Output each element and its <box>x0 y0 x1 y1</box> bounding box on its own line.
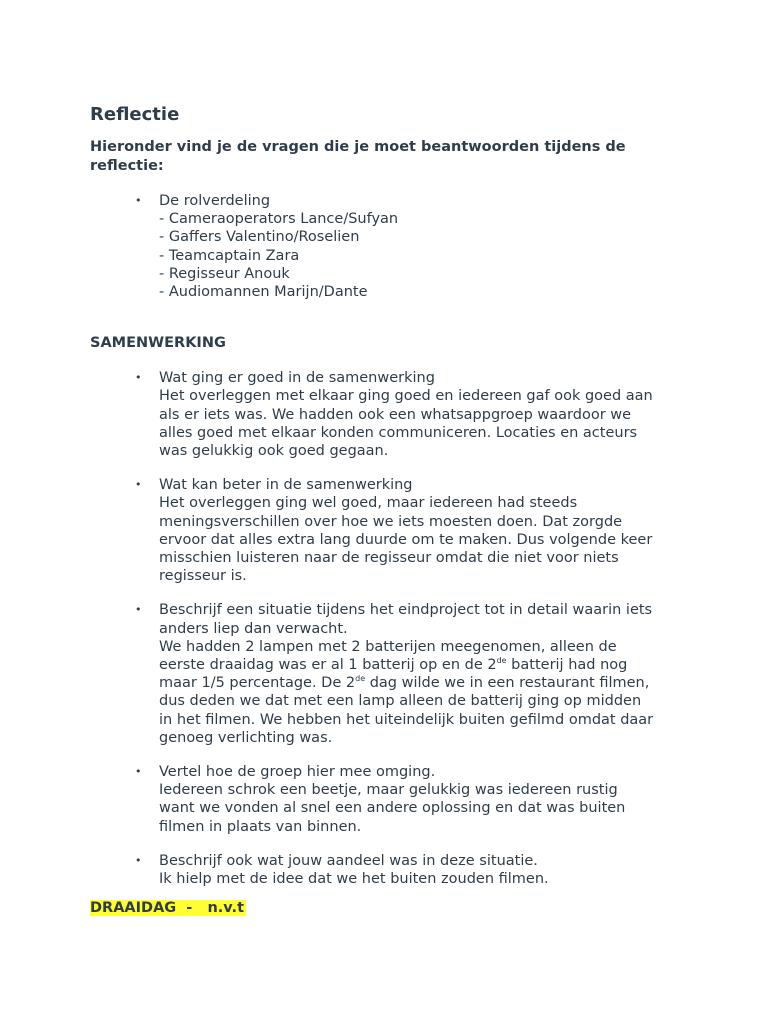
role-line: - Teamcaptain Zara <box>159 247 300 264</box>
answer-line: dus deden we dat met een lamp alleen de batterij ging op midden <box>159 693 642 710</box>
spacer <box>90 460 690 476</box>
spacer <box>90 585 690 601</box>
answer-line: regisseur is. <box>159 568 247 585</box>
document-title: Reflectie <box>90 104 180 125</box>
answer-line: was gelukkig ook goed gegaan. <box>159 443 389 460</box>
answer-line: meningsverschillen over hoe we iets moesten doen. Dat zorgde <box>159 513 623 530</box>
answer-line: Ik hielp met de idee dat we het buiten zouden filmen. <box>159 871 549 888</box>
bullet-icon: • <box>135 603 142 617</box>
answer-line <box>159 674 690 692</box>
answer-line: alles goed met elkaar konden communiceren. Locaties en acteurs <box>159 424 638 441</box>
answer-line: We hadden 2 lampen met 2 batterijen meegenomen, alleen de <box>159 638 617 655</box>
role-line: - Cameraoperators Lance/Sufyan <box>159 211 399 228</box>
answer-line: misschien luisteren naar de regisseur omdat die niet voor niets <box>159 550 619 567</box>
answer-line: Het overleggen met elkaar ging goed en iedereen gaf ook goed aan <box>159 388 653 405</box>
intro-text <box>90 138 690 175</box>
footer-row <box>90 897 690 917</box>
question-text: anders liep dan verwacht. <box>159 620 348 637</box>
question-text: Wat ging er goed in de samenwerking <box>159 370 435 387</box>
list-item <box>90 601 690 747</box>
answer-line: in het filmen. We hebben het uiteindelijk buiten gefilmd omdat daar <box>159 711 654 728</box>
list-item <box>90 192 690 301</box>
roles-list <box>90 192 690 301</box>
intro-line: reflectie: <box>90 157 164 174</box>
bullet-icon: • <box>135 371 142 385</box>
question-text: Vertel hoe de groep hier mee omging. <box>159 764 436 781</box>
answer-text: batterij had nog <box>506 657 628 674</box>
bullet-icon: • <box>135 853 142 867</box>
bullet-icon: • <box>135 194 142 207</box>
answer-text: dag wilde we in een restaurant filmen, <box>365 675 650 692</box>
document-page <box>90 103 690 917</box>
list-item <box>90 852 690 888</box>
role-line: - Regisseur Anouk <box>159 265 290 282</box>
question-text: Beschrijf ook wat jouw aandeel was in deze situatie. <box>159 852 538 869</box>
answer-line: want we vonden al snel een andere oplossing en dat was buiten <box>159 800 626 817</box>
answer-line: Het overleggen ging wel goed, maar iedereen had steeds <box>159 495 578 512</box>
answer-text: maar 1/5 percentage. De 2 <box>159 675 356 692</box>
answer-line: genoeg verlichting was. <box>159 729 333 746</box>
questions-list <box>90 369 690 888</box>
spacer <box>90 836 690 852</box>
intro-line: Hieronder vind je de vragen die je moet beantwoorden tijdens de <box>90 139 626 155</box>
answer-line: filmen in plaats van binnen. <box>159 818 362 835</box>
list-item <box>90 763 690 836</box>
spacer <box>90 747 690 763</box>
answer-line: als er iets was. We hadden ook een whatsappgroep waardoor we <box>159 406 632 423</box>
question-text: Beschrijf een situatie tijdens het eindproject tot in detail waarin iets <box>159 602 653 619</box>
bullet-icon: • <box>135 765 142 779</box>
list-item <box>90 476 690 585</box>
draaidag-highlight: DRAAIDAG - n.v.t <box>90 900 244 917</box>
answer-line: ervoor dat alles extra lang duurde om te maken. Dus volgende keer <box>159 531 653 548</box>
list-item <box>90 369 690 460</box>
superscript: de <box>496 656 507 666</box>
bullet-icon: • <box>135 478 142 492</box>
roles-label: De rolverdeling <box>159 193 271 209</box>
answer-line <box>159 656 690 674</box>
section-heading: SAMENWERKING <box>90 335 226 352</box>
answer-line: Iedereen schrok een beetje, maar gelukkig was iedereen rustig <box>159 782 618 799</box>
answer-text: eerste draaidag was er al 1 batterij op en de 2 <box>159 657 497 674</box>
superscript: de <box>355 674 366 684</box>
role-line: - Gaffers Valentino/Roselien <box>159 229 360 246</box>
question-text: Wat kan beter in de samenwerking <box>159 477 413 494</box>
role-line: - Audiomannen Marijn/Dante <box>159 284 368 301</box>
